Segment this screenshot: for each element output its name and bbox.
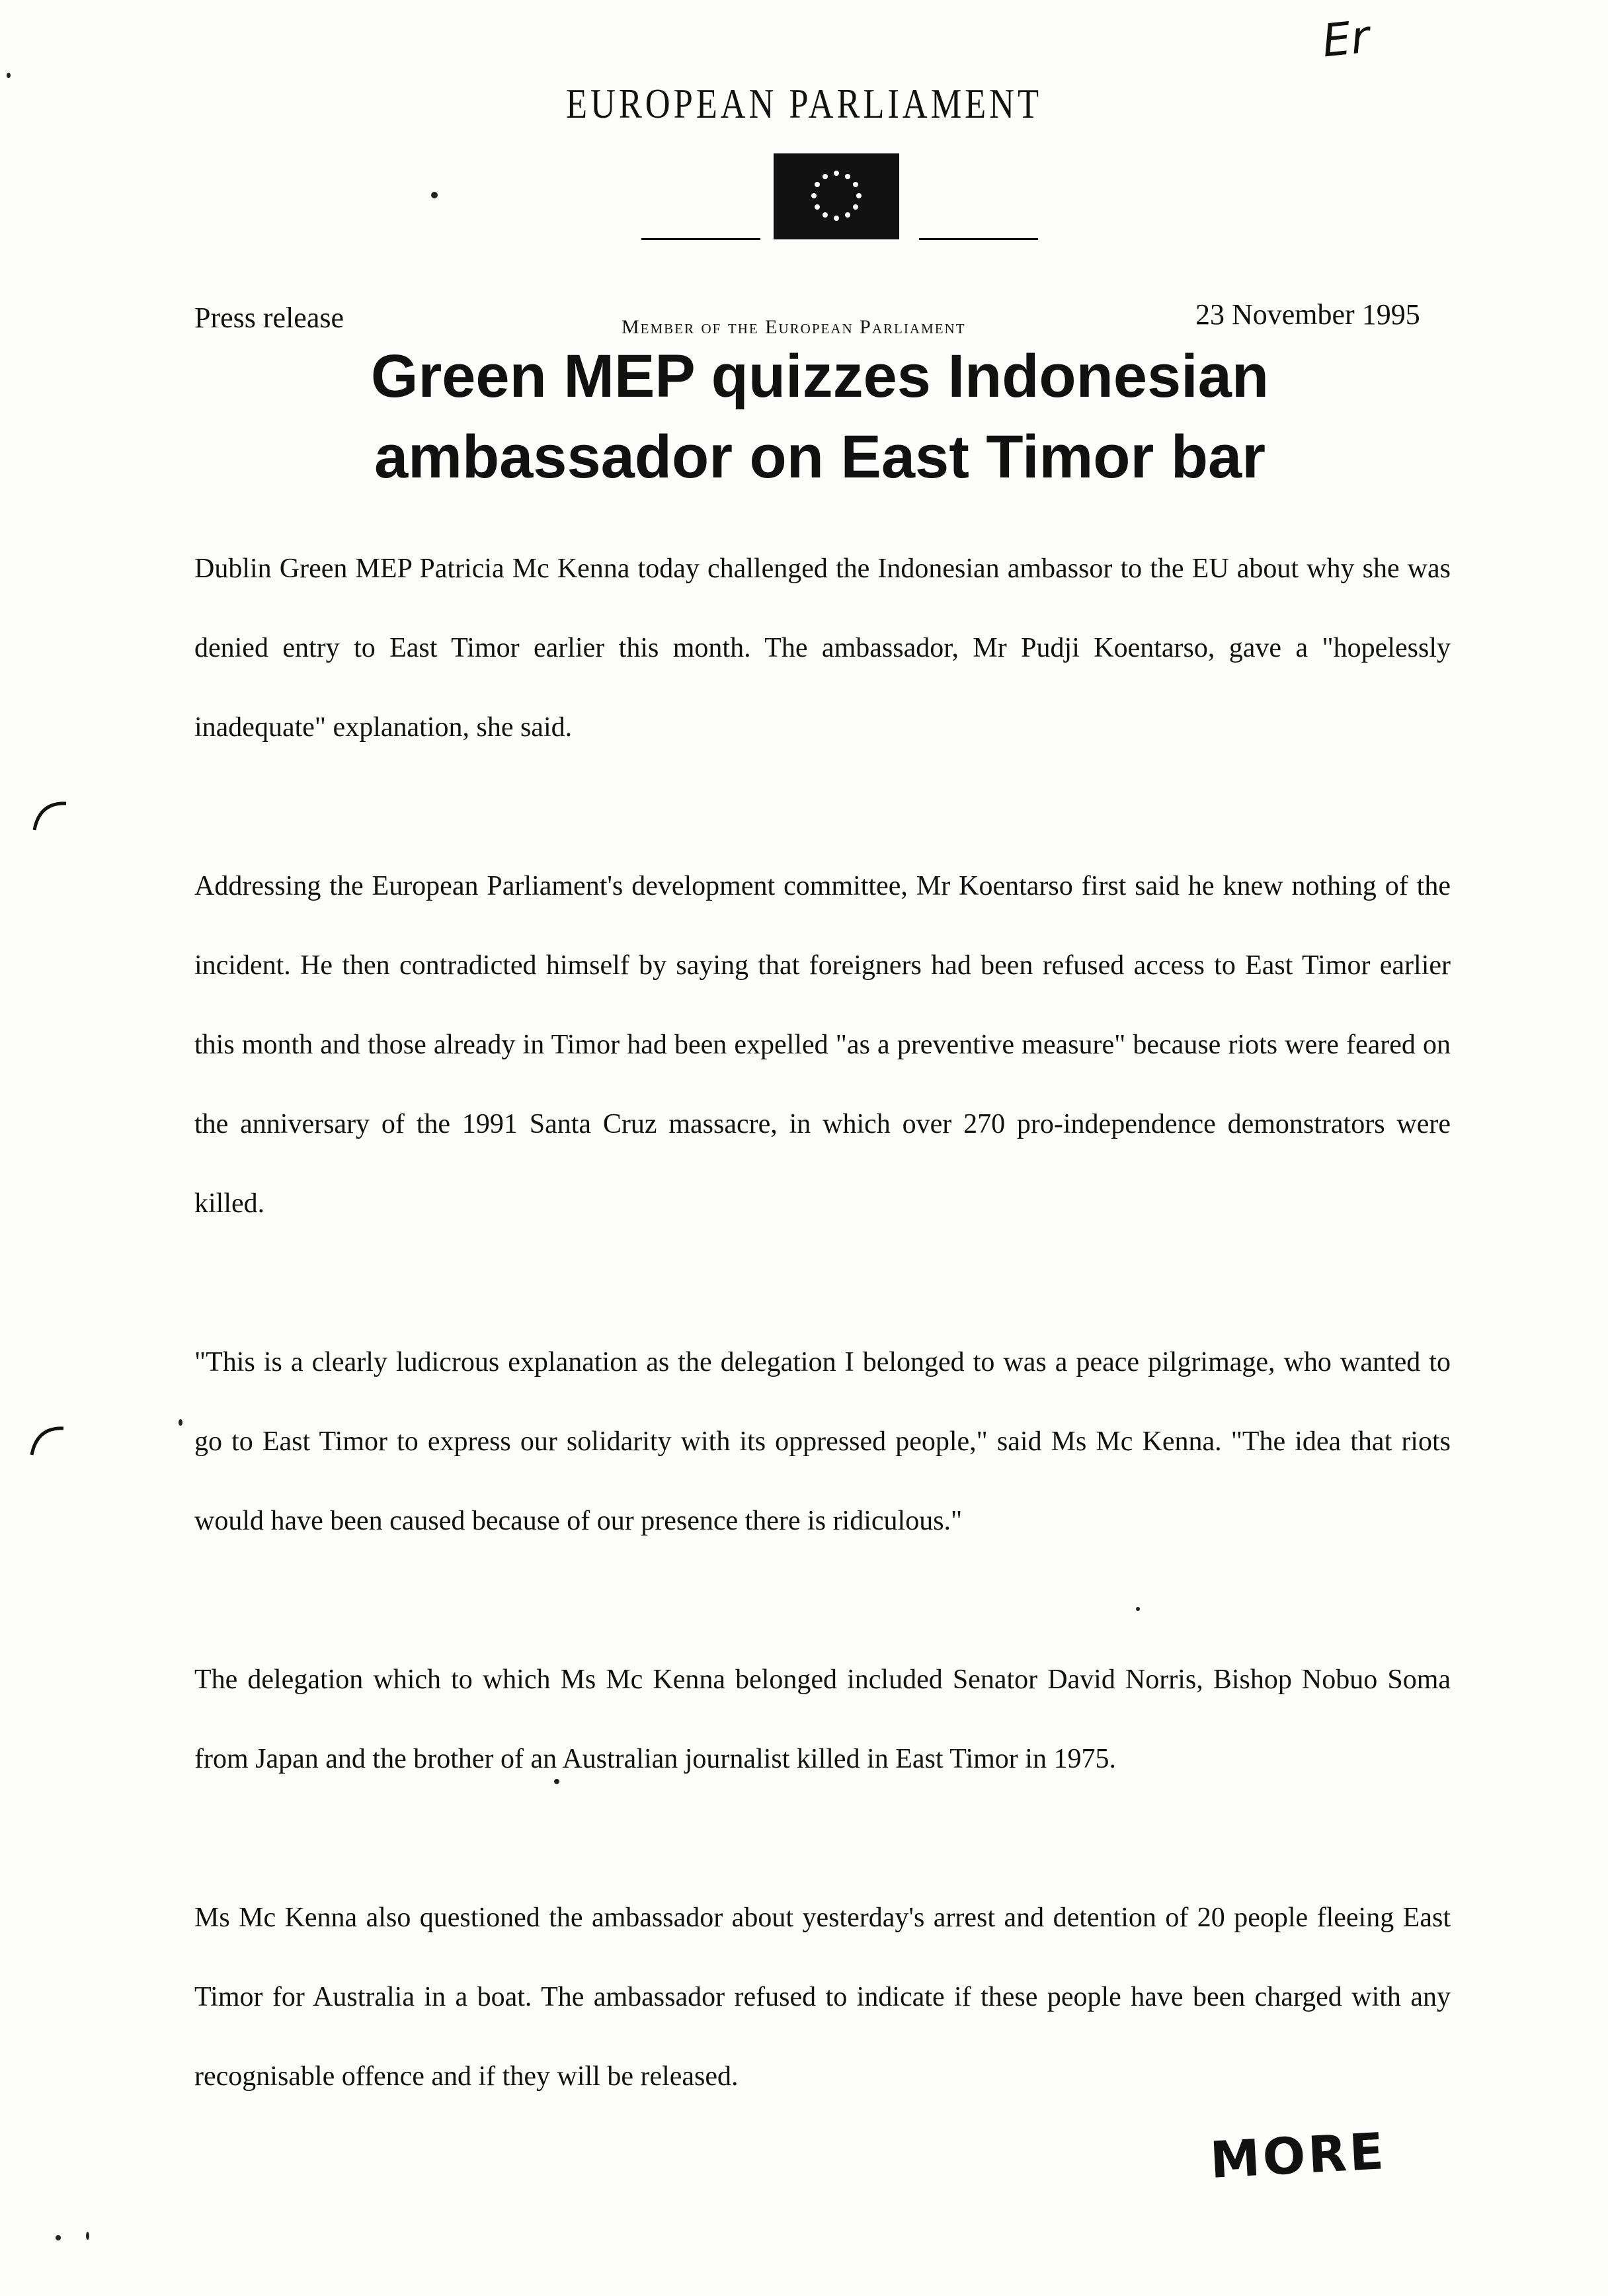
handwritten-annotation-er: Er [1320,11,1372,68]
margin-bracket-icon [26,797,73,837]
margin-bracket-icon [24,1422,70,1461]
member-of-parliament-line: Member of the European Parliament [622,316,966,338]
release-date: 23 November 1995 [1195,298,1420,331]
handwritten-annotation-more: MORE [1208,2121,1388,2190]
scan-speck [86,2232,89,2240]
scan-speck [179,1419,182,1426]
scan-speck [554,1779,559,1784]
scan-speck [1136,1607,1140,1611]
paragraph-4: The delegation which to which Ms Mc Kenna belonged included Senator David Norris, Bishop Nobuo Soma from Japan and the brother of an Australian journalist killed in East Timor in 1975. [194,1664,1451,1774]
scan-speck [7,73,11,78]
paragraph-2: Addressing the European Parliament's development committee, Mr Koentarso first said he knew nothing of the incident. He then contradicted himself by saying that foreigners had been refused access to East Timor earlier this month and those already in Timor had been expelled "as a preventive measure" because riots were feared on the anniversary of the 1991 Santa Cruz massacre, in which over 270 pro-independence demonstrators were killed. [194,871,1451,1219]
eu-flag-icon [774,153,899,239]
headline: Green MEP quizzes Indonesian ambassador on East Timor bar [370,343,1269,491]
organisation-name: EUROPEAN PARLIAMENT [566,80,1042,127]
paragraph-5: Ms Mc Kenna also questioned the ambassador about yesterday's arrest and detention of 20 people fleeing East Timor for Australia in a boat. The ambassador refused to indicate if these people have been charged with any recognisable offence and if they will be released. [194,1903,1451,2092]
emblem-rule-right [919,238,1038,240]
emblem-rule-left [641,238,760,240]
letterhead-emblem [641,153,1038,246]
paragraph-1: Dublin Green MEP Patricia Mc Kenna today challenged the Indonesian ambassor to the EU about why she was denied entry to East Timor earlier this month. The ambassador, Mr Pudji Koentarso, gave a "hopelessly inadequate" explanation, she said. [194,554,1451,743]
document-type-label: Press release [194,302,344,334]
scan-speck [431,192,438,198]
article-body [194,529,1451,2195]
paragraph-3: "This is a clearly ludicrous explanation as the delegation I belonged to was a peace pilgrimage, who wanted to go to East Timor to express our solidarity with its oppressed people," said Ms Mc Kenna. "The idea that riots would have been caused because of our presence there is ridiculous." [194,1347,1451,1536]
scan-speck [56,2235,61,2240]
